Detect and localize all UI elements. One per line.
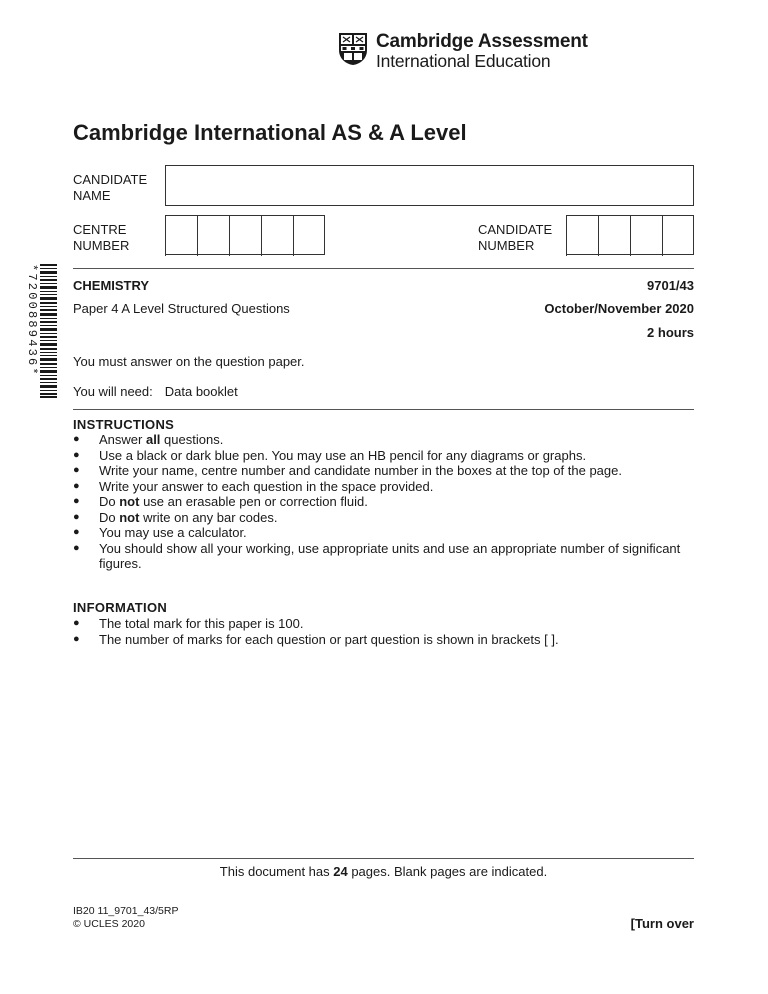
answer-note: You must answer on the question paper. [73, 354, 305, 369]
exam-duration: 2 hours [647, 325, 694, 340]
centre-digit-box[interactable] [293, 216, 325, 256]
bullet-icon: ● [73, 495, 80, 507]
bullet-icon: ● [73, 541, 80, 554]
list-item: ● You should show all your working, use appropriate units and use an appropriate number of significant figures. [73, 540, 681, 571]
instructions-heading: INSTRUCTIONS [73, 417, 175, 432]
materials-item: Data booklet [164, 384, 238, 399]
bullet-icon: ● [73, 433, 80, 445]
candidate-digit-box[interactable] [630, 216, 662, 256]
bullet-icon: ● [73, 632, 80, 645]
list-item: ● You may use a calculator. [73, 525, 247, 540]
candidate-digit-box[interactable] [598, 216, 630, 256]
logo-line-2: International Education [376, 51, 551, 71]
centre-digit-box[interactable] [229, 216, 261, 256]
qualification-title: Cambridge International AS & A Level [73, 120, 467, 145]
page-count-note: This document has 24 pages. Blank pages are indicated. [219, 864, 548, 879]
centre-number-field[interactable] [165, 215, 325, 255]
information-list [73, 616, 688, 647]
paper-description: Paper 4 A Level Structured Questions [73, 301, 290, 316]
bullet-icon: ● [73, 510, 80, 523]
paper-code: 9701/43 [647, 278, 694, 293]
candidate-number-field[interactable] [566, 215, 694, 255]
list-item: ● Do not write on any bar codes. [73, 509, 278, 525]
copyright: © UCLES 2020 [73, 918, 145, 930]
logo-line-1: Cambridge Assessment [376, 31, 588, 52]
centre-number-label: CENTRE NUMBER [73, 222, 130, 253]
materials-needed: You will need: Data booklet [73, 384, 238, 399]
list-item: ● Do not use an erasable pen or correction fluid. [73, 494, 368, 509]
cambridge-logo [338, 30, 588, 70]
subject-name: CHEMISTRY [73, 278, 150, 293]
candidate-digit-box[interactable] [662, 216, 694, 256]
bullet-icon: ● [73, 448, 80, 461]
divider [73, 268, 694, 269]
bullet-icon: ● [73, 526, 80, 538]
exam-session: October/November 2020 [544, 301, 694, 316]
bullet-icon: ● [73, 464, 80, 476]
divider [73, 858, 694, 859]
turn-over-label: [Turn over [630, 916, 694, 931]
centre-digit-box[interactable] [165, 216, 197, 256]
list-item: ● Use a black or dark blue pen. You may use an HB pencil for any diagrams or graphs. [73, 447, 587, 463]
crest-icon [338, 32, 368, 66]
list-item: ● The total mark for this paper is 100. [73, 616, 304, 631]
list-item: ● Answer all questions. [73, 432, 224, 447]
candidate-name-label: CANDIDATE NAME [73, 172, 148, 203]
divider [73, 409, 694, 410]
information-heading: INFORMATION [73, 600, 168, 615]
list-item: ● Write your name, centre number and candidate number in the boxes at the top of the page. [73, 463, 622, 478]
barcode-number: *7200889436* [25, 264, 39, 377]
list-item: ● Write your answer to each question in the space provided. [73, 478, 434, 494]
bullet-icon: ● [73, 479, 80, 492]
centre-digit-box[interactable] [261, 216, 293, 256]
footer-reference: IB20 11_9701_43/5RP © UCLES 2020 [73, 905, 179, 930]
bullet-icon: ● [73, 617, 80, 629]
centre-digit-box[interactable] [197, 216, 229, 256]
candidate-digit-box[interactable] [566, 216, 598, 256]
candidate-name-field[interactable] [165, 165, 694, 206]
instructions-list [73, 432, 688, 572]
candidate-number-label: CANDIDATE NUMBER [478, 222, 553, 253]
list-item: ● The number of marks for each question or part question is shown in brackets [ ]. [73, 631, 559, 647]
barcode-icon [40, 264, 57, 398]
